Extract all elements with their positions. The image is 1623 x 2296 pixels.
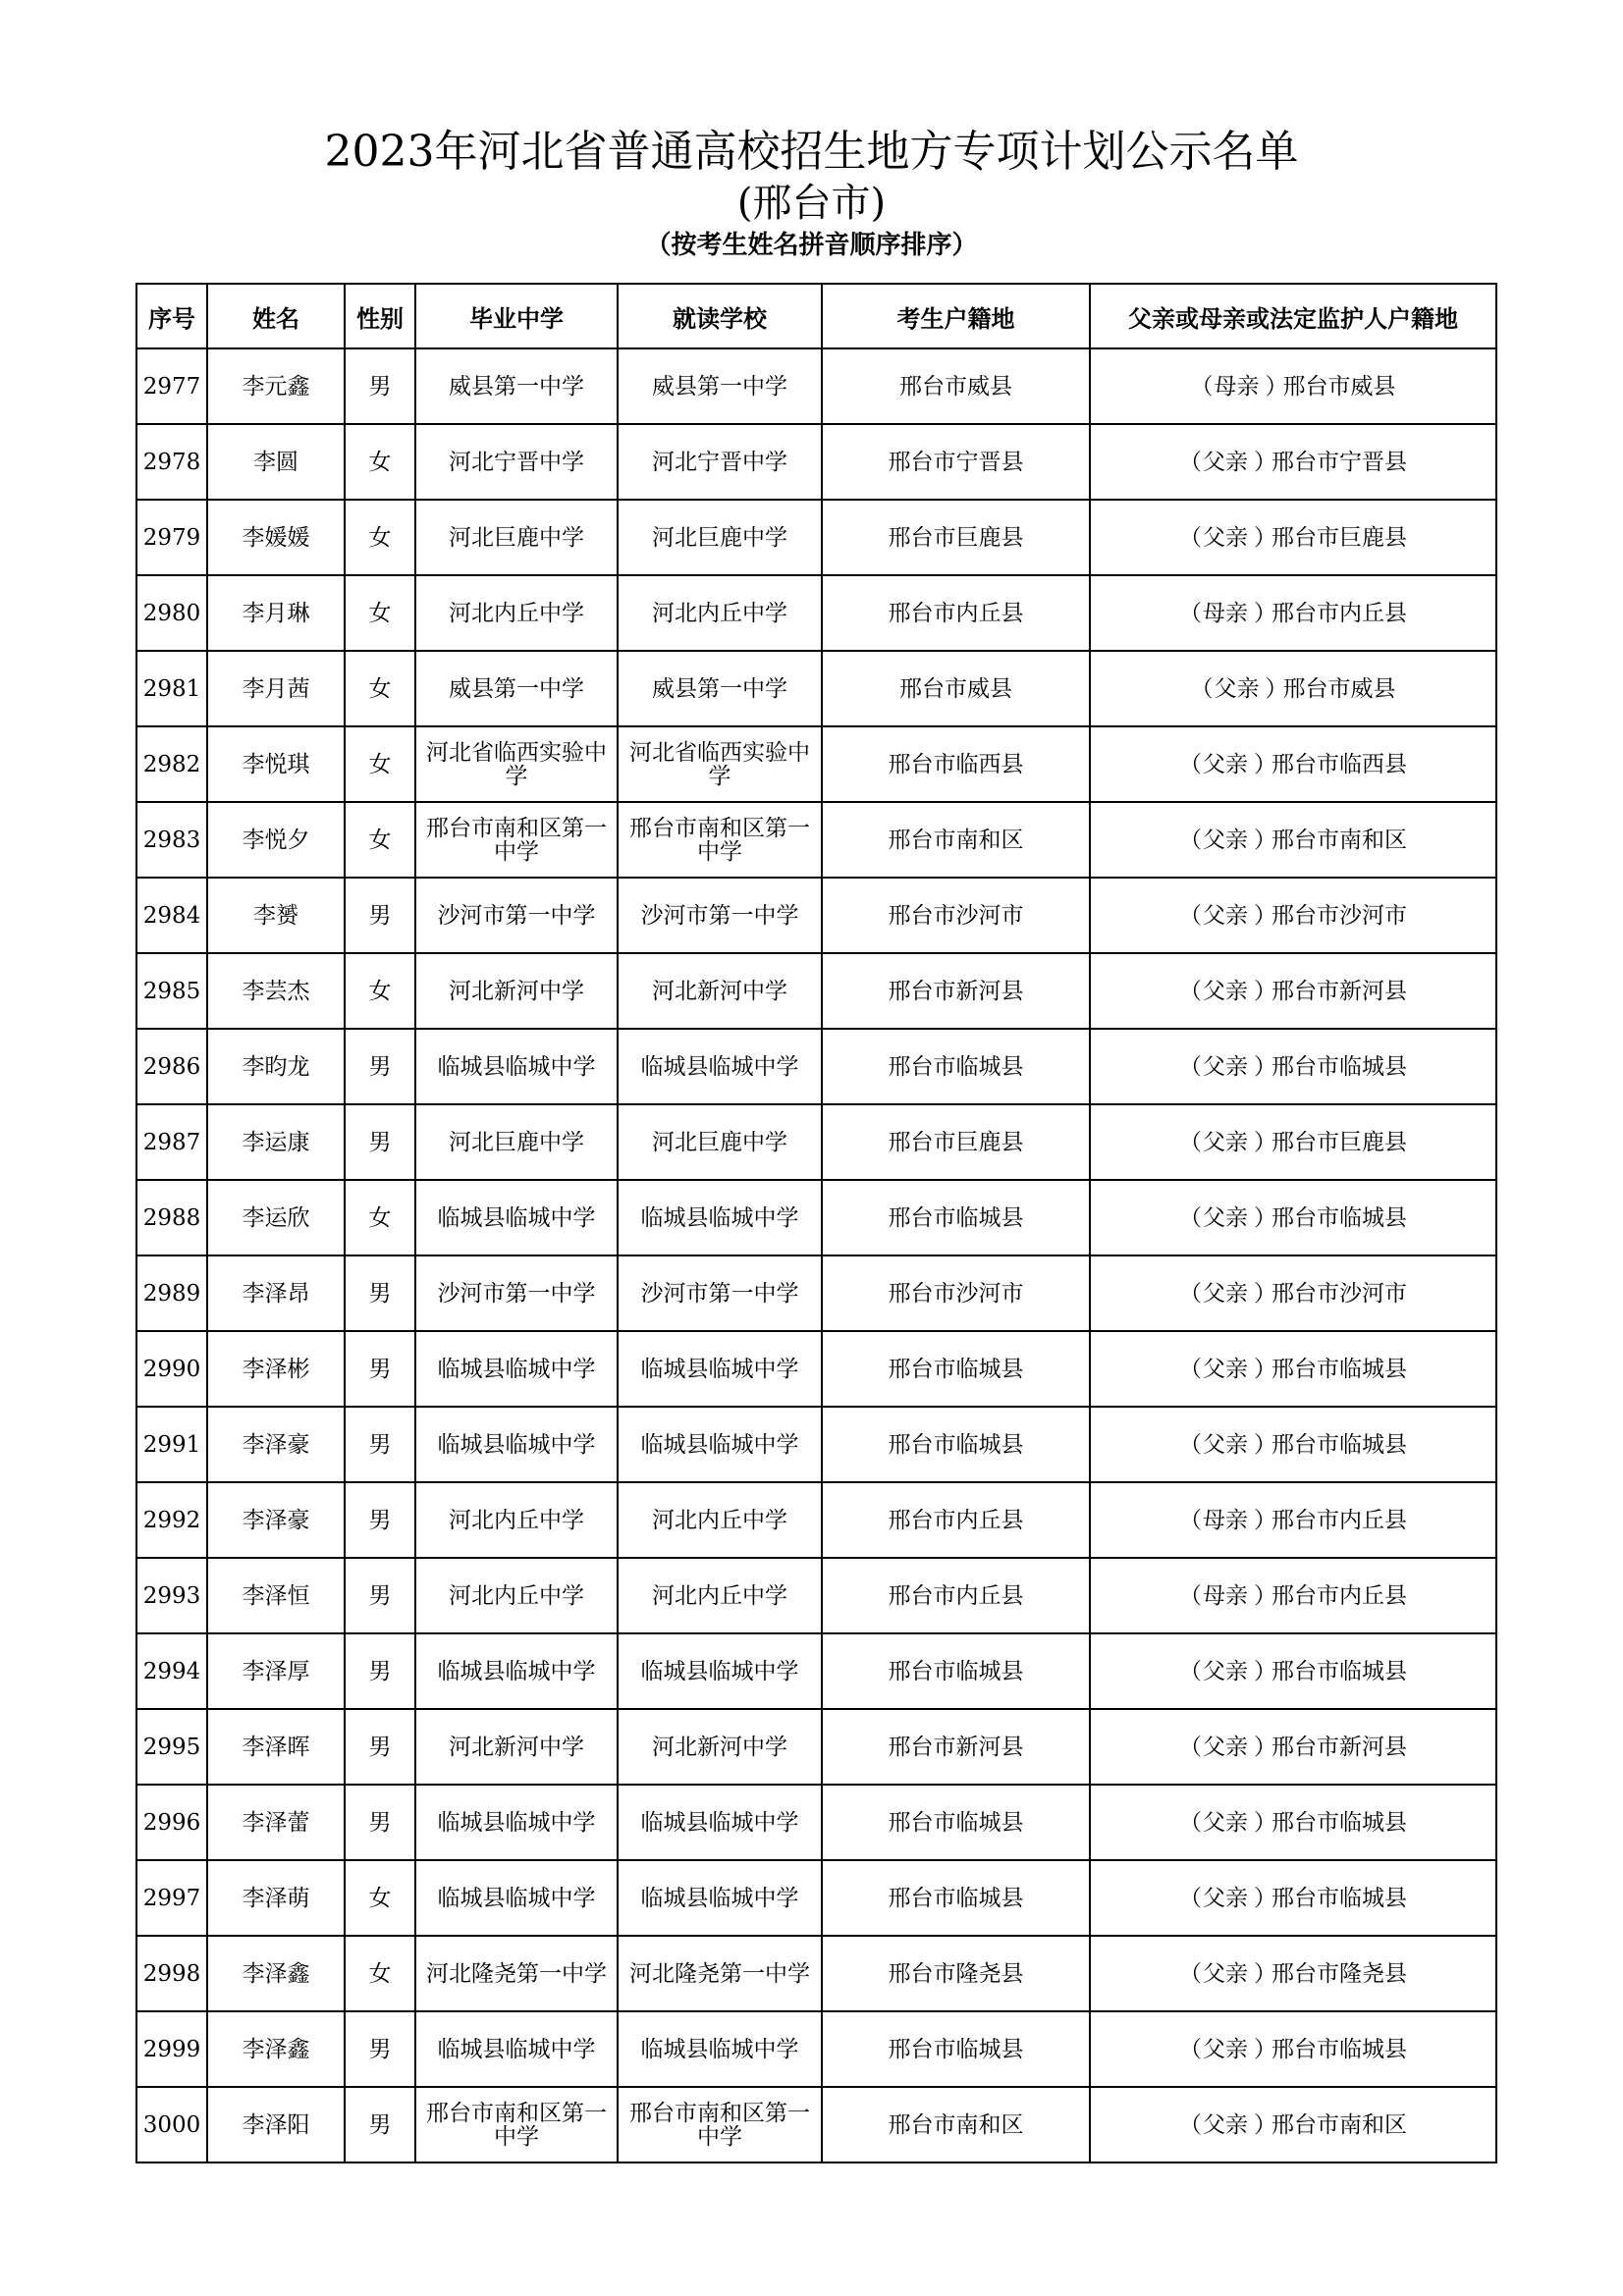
cell-residence: 邢台市内丘县 [822, 1482, 1090, 1558]
cell-seq: 2977 [136, 348, 207, 424]
cell-parent-residence: （父亲 ）邢台市临城县 [1090, 1860, 1496, 1936]
parent-residence: 邢台市南和区 [1271, 2111, 1407, 2138]
cell-seq: 2997 [136, 1860, 207, 1936]
cell-seq: 2989 [136, 1255, 207, 1331]
table-row [136, 1558, 1496, 1633]
cell-parent-residence: （父亲 ）邢台市南和区 [1090, 2087, 1496, 2163]
cell-residence: 邢台市临城县 [822, 1860, 1090, 1936]
cell-current-school: 临城县临城中学 [618, 1029, 822, 1104]
cell-grad-school: 河北巨鹿中学 [415, 500, 618, 575]
cell-current-school: 沙河市第一中学 [618, 878, 822, 953]
cell-gender: 男 [345, 1331, 415, 1407]
parent-relation: 父亲 [1203, 751, 1248, 777]
cell-seq: 2988 [136, 1180, 207, 1255]
table-row [136, 1407, 1496, 1482]
parent-residence: 邢台市临西县 [1271, 751, 1407, 777]
cell-current-school: 河北隆尧第一中学 [618, 1936, 822, 2011]
cell-grad-school: 临城县临城中学 [415, 1407, 618, 1482]
cell-name: 李赟 [207, 878, 345, 953]
cell-residence: 邢台市隆尧县 [822, 1936, 1090, 2011]
cell-parent-residence: （父亲 ）邢台市临城县 [1090, 1180, 1496, 1255]
cell-current-school: 威县第一中学 [618, 651, 822, 726]
cell-seq: 2990 [136, 1331, 207, 1407]
cell-current-school: 威县第一中学 [618, 348, 822, 424]
cell-name: 李元鑫 [207, 348, 345, 424]
cell-gender: 男 [345, 1255, 415, 1331]
cell-gender: 男 [345, 1709, 415, 1785]
cell-gender: 男 [345, 1558, 415, 1633]
parent-residence: 邢台市威县 [1282, 675, 1396, 702]
document-subtitle: (邢台市) [736, 181, 887, 226]
table-row [136, 1936, 1496, 2011]
cell-seq: 2992 [136, 1482, 207, 1558]
cell-grad-school: 河北新河中学 [415, 953, 618, 1029]
cell-residence: 邢台市临城县 [822, 1785, 1090, 1860]
cell-current-school: 河北内丘中学 [618, 575, 822, 651]
cell-seq: 2999 [136, 2011, 207, 2087]
cell-parent-residence: （父亲 ）邢台市临城县 [1090, 1785, 1496, 1860]
parent-residence: 邢台市宁晋县 [1271, 449, 1407, 475]
cell-current-school: 河北宁晋中学 [618, 424, 822, 500]
table-row [136, 1482, 1496, 1558]
parent-relation: 父亲 [1203, 1885, 1248, 1911]
cell-gender: 男 [345, 2087, 415, 2163]
cell-gender: 女 [345, 953, 415, 1029]
table-header-row [136, 284, 1496, 348]
cell-grad-school: 河北宁晋中学 [415, 424, 618, 500]
cell-residence: 邢台市临城县 [822, 1180, 1090, 1255]
cell-seq: 2981 [136, 651, 207, 726]
cell-residence: 邢台市巨鹿县 [822, 1104, 1090, 1180]
cell-residence: 邢台市威县 [822, 651, 1090, 726]
cell-parent-residence: （母亲 ）邢台市威县 [1090, 348, 1496, 424]
cell-current-school: 河北新河中学 [618, 953, 822, 1029]
cell-residence: 邢台市宁晋县 [822, 424, 1090, 500]
parent-relation: 父亲 [1203, 1431, 1248, 1458]
column-header-grad-school: 毕业中学 [415, 284, 618, 348]
parent-residence: 邢台市临城县 [1271, 1658, 1407, 1684]
parent-relation: 父亲 [1203, 1204, 1248, 1231]
cell-seq: 2991 [136, 1407, 207, 1482]
parent-relation: 母亲 [1203, 1507, 1248, 1533]
parent-relation: 母亲 [1203, 1582, 1248, 1609]
cell-current-school: 临城县临城中学 [618, 1633, 822, 1709]
parent-residence: 邢台市新河县 [1271, 1734, 1407, 1760]
cell-name: 李月茜 [207, 651, 345, 726]
cell-residence: 邢台市新河县 [822, 953, 1090, 1029]
parent-relation: 父亲 [1214, 675, 1260, 702]
cell-grad-school: 河北内丘中学 [415, 1558, 618, 1633]
cell-name: 李泽阳 [207, 2087, 345, 2163]
table-row [136, 575, 1496, 651]
parent-residence: 邢台市临城县 [1271, 1053, 1407, 1080]
parent-relation: 父亲 [1203, 1960, 1248, 1987]
column-header-seq: 序号 [136, 284, 207, 348]
cell-name: 李悦夕 [207, 802, 345, 878]
cell-parent-residence: （父亲 ）邢台市沙河市 [1090, 878, 1496, 953]
cell-grad-school: 临城县临城中学 [415, 1633, 618, 1709]
column-header-current-school: 就读学校 [618, 284, 822, 348]
cell-gender: 男 [345, 1104, 415, 1180]
table-row [136, 1331, 1496, 1407]
parent-residence: 邢台市沙河市 [1271, 1280, 1407, 1307]
parent-residence: 邢台市巨鹿县 [1271, 524, 1407, 551]
cell-parent-residence: （母亲 ）邢台市内丘县 [1090, 1482, 1496, 1558]
table-row [136, 1633, 1496, 1709]
cell-residence: 邢台市临城县 [822, 1633, 1090, 1709]
cell-name: 李泽鑫 [207, 2011, 345, 2087]
cell-gender: 男 [345, 1029, 415, 1104]
cell-seq: 2985 [136, 953, 207, 1029]
cell-name: 李运康 [207, 1104, 345, 1180]
cell-current-school: 临城县临城中学 [618, 1860, 822, 1936]
cell-name: 李泽豪 [207, 1482, 345, 1558]
column-header-gender: 性别 [345, 284, 415, 348]
table-row [136, 1860, 1496, 1936]
cell-grad-school: 邢台市南和区第一中学 [415, 2087, 618, 2163]
parent-residence: 邢台市内丘县 [1271, 1507, 1407, 1533]
cell-gender: 女 [345, 1860, 415, 1936]
cell-parent-residence: （父亲 ）邢台市临城县 [1090, 2011, 1496, 2087]
cell-parent-residence: （父亲 ）邢台市隆尧县 [1090, 1936, 1496, 2011]
cell-seq: 2979 [136, 500, 207, 575]
cell-grad-school: 临城县临城中学 [415, 1029, 618, 1104]
cell-gender: 男 [345, 348, 415, 424]
parent-residence: 邢台市临城县 [1271, 1431, 1407, 1458]
cell-seq: 2994 [136, 1633, 207, 1709]
parent-residence: 邢台市新河县 [1271, 978, 1407, 1004]
cell-name: 李悦琪 [207, 726, 345, 802]
cell-residence: 邢台市临城县 [822, 1331, 1090, 1407]
cell-current-school: 沙河市第一中学 [618, 1255, 822, 1331]
cell-gender: 男 [345, 1633, 415, 1709]
cell-grad-school: 临城县临城中学 [415, 2011, 618, 2087]
cell-grad-school: 河北巨鹿中学 [415, 1104, 618, 1180]
parent-relation: 父亲 [1203, 978, 1248, 1004]
table-row [136, 1180, 1496, 1255]
parent-residence: 邢台市临城县 [1271, 2036, 1407, 2062]
column-header-name: 姓名 [207, 284, 345, 348]
cell-current-school: 邢台市南和区第一中学 [618, 802, 822, 878]
cell-seq: 2983 [136, 802, 207, 878]
cell-current-school: 河北省临西实验中学 [618, 726, 822, 802]
parent-relation: 父亲 [1203, 902, 1248, 929]
cell-seq: 2978 [136, 424, 207, 500]
cell-grad-school: 河北内丘中学 [415, 575, 618, 651]
cell-parent-residence: （母亲 ）邢台市内丘县 [1090, 575, 1496, 651]
cell-name: 李媛媛 [207, 500, 345, 575]
cell-gender: 女 [345, 424, 415, 500]
cell-parent-residence: （父亲 ）邢台市临城县 [1090, 1407, 1496, 1482]
cell-seq: 2984 [136, 878, 207, 953]
cell-gender: 女 [345, 651, 415, 726]
cell-parent-residence: （父亲 ）邢台市巨鹿县 [1090, 1104, 1496, 1180]
cell-residence: 邢台市沙河市 [822, 1255, 1090, 1331]
cell-residence: 邢台市临城县 [822, 2011, 1090, 2087]
column-header-parent-residence: 父亲或母亲或法定监护人户籍地 [1090, 284, 1496, 348]
cell-grad-school: 河北新河中学 [415, 1709, 618, 1785]
cell-seq: 2987 [136, 1104, 207, 1180]
cell-seq: 3000 [136, 2087, 207, 2163]
cell-gender: 女 [345, 1180, 415, 1255]
cell-seq: 2995 [136, 1709, 207, 1785]
cell-current-school: 临城县临城中学 [618, 1785, 822, 1860]
cell-residence: 邢台市巨鹿县 [822, 500, 1090, 575]
cell-residence: 邢台市内丘县 [822, 1558, 1090, 1633]
table-row [136, 802, 1496, 878]
table-row [136, 2087, 1496, 2163]
cell-gender: 女 [345, 802, 415, 878]
parent-relation: 父亲 [1203, 827, 1248, 853]
table-row [136, 1029, 1496, 1104]
table-row [136, 878, 1496, 953]
cell-parent-residence: （父亲 ）邢台市临西县 [1090, 726, 1496, 802]
cell-current-school: 河北内丘中学 [618, 1558, 822, 1633]
cell-gender: 男 [345, 1785, 415, 1860]
parent-relation: 父亲 [1203, 2111, 1248, 2138]
cell-seq: 2993 [136, 1558, 207, 1633]
cell-seq: 2980 [136, 575, 207, 651]
parent-relation: 母亲 [1203, 600, 1248, 626]
cell-name: 李月琳 [207, 575, 345, 651]
cell-residence: 邢台市南和区 [822, 802, 1090, 878]
table-row [136, 953, 1496, 1029]
table-row [136, 348, 1496, 424]
cell-gender: 男 [345, 2011, 415, 2087]
cell-gender: 男 [345, 1482, 415, 1558]
table-row [136, 424, 1496, 500]
cell-gender: 男 [345, 878, 415, 953]
parent-residence: 邢台市南和区 [1271, 827, 1407, 853]
table-row [136, 651, 1496, 726]
parent-residence: 邢台市临城县 [1271, 1809, 1407, 1836]
cell-current-school: 临城县临城中学 [618, 1407, 822, 1482]
cell-name: 李泽鑫 [207, 1936, 345, 2011]
cell-name: 李昀龙 [207, 1029, 345, 1104]
cell-name: 李泽恒 [207, 1558, 345, 1633]
cell-seq: 2982 [136, 726, 207, 802]
sort-note: （按考生姓名拼音顺序排序） [645, 231, 978, 260]
parent-relation: 父亲 [1203, 1129, 1248, 1155]
table-row [136, 726, 1496, 802]
parent-residence: 邢台市内丘县 [1271, 600, 1407, 626]
cell-residence: 邢台市沙河市 [822, 878, 1090, 953]
parent-residence: 邢台市威县 [1282, 373, 1396, 400]
cell-name: 李泽豪 [207, 1407, 345, 1482]
cell-grad-school: 临城县临城中学 [415, 1180, 618, 1255]
cell-grad-school: 河北隆尧第一中学 [415, 1936, 618, 2011]
cell-parent-residence: （父亲 ）邢台市临城县 [1090, 1331, 1496, 1407]
cell-name: 李泽昂 [207, 1255, 345, 1331]
table-row [136, 1709, 1496, 1785]
cell-parent-residence: （父亲 ）邢台市新河县 [1090, 953, 1496, 1029]
cell-name: 李圆 [207, 424, 345, 500]
table-row [136, 1104, 1496, 1180]
table-body [136, 348, 1496, 2163]
cell-parent-residence: （父亲 ）邢台市巨鹿县 [1090, 500, 1496, 575]
parent-relation: 父亲 [1203, 1658, 1248, 1684]
parent-residence: 邢台市内丘县 [1271, 1582, 1407, 1609]
parent-residence: 邢台市临城县 [1271, 1356, 1407, 1382]
parent-residence: 邢台市临城县 [1271, 1885, 1407, 1911]
cell-name: 李泽厚 [207, 1633, 345, 1709]
cell-name: 李泽萌 [207, 1860, 345, 1936]
parent-residence: 邢台市巨鹿县 [1271, 1129, 1407, 1155]
cell-gender: 女 [345, 500, 415, 575]
cell-grad-school: 邢台市南和区第一中学 [415, 802, 618, 878]
parent-relation: 母亲 [1214, 373, 1260, 400]
cell-residence: 邢台市威县 [822, 348, 1090, 424]
cell-parent-residence: （父亲 ）邢台市宁晋县 [1090, 424, 1496, 500]
cell-name: 李泽彬 [207, 1331, 345, 1407]
cell-seq: 2986 [136, 1029, 207, 1104]
cell-current-school: 河北巨鹿中学 [618, 1104, 822, 1180]
parent-relation: 父亲 [1203, 524, 1248, 551]
cell-parent-residence: （母亲 ）邢台市内丘县 [1090, 1558, 1496, 1633]
cell-grad-school: 临城县临城中学 [415, 1860, 618, 1936]
cell-residence: 邢台市南和区 [822, 2087, 1090, 2163]
cell-grad-school: 沙河市第一中学 [415, 878, 618, 953]
parent-residence: 邢台市隆尧县 [1271, 1960, 1407, 1987]
cell-gender: 女 [345, 726, 415, 802]
parent-relation: 父亲 [1203, 1280, 1248, 1307]
cell-current-school: 临城县临城中学 [618, 2011, 822, 2087]
parent-relation: 父亲 [1203, 1734, 1248, 1760]
parent-relation: 父亲 [1203, 1356, 1248, 1382]
cell-gender: 女 [345, 575, 415, 651]
cell-current-school: 邢台市南和区第一中学 [618, 2087, 822, 2163]
cell-gender: 女 [345, 1936, 415, 2011]
parent-relation: 父亲 [1203, 2036, 1248, 2062]
parent-relation: 父亲 [1203, 1053, 1248, 1080]
parent-residence: 邢台市临城县 [1271, 1204, 1407, 1231]
cell-parent-residence: （父亲 ）邢台市临城县 [1090, 1029, 1496, 1104]
table-row [136, 500, 1496, 575]
cell-current-school: 临城县临城中学 [618, 1331, 822, 1407]
cell-current-school: 河北新河中学 [618, 1709, 822, 1785]
cell-name: 李泽晖 [207, 1709, 345, 1785]
cell-name: 李运欣 [207, 1180, 345, 1255]
cell-parent-residence: （父亲 ）邢台市临城县 [1090, 1633, 1496, 1709]
cell-seq: 2998 [136, 1936, 207, 2011]
cell-grad-school: 临城县临城中学 [415, 1331, 618, 1407]
cell-current-school: 河北巨鹿中学 [618, 500, 822, 575]
document-title: 2023年河北省普通高校招生地方专项计划公示名单 [324, 127, 1299, 177]
cell-name: 李芸杰 [207, 953, 345, 1029]
cell-grad-school: 沙河市第一中学 [415, 1255, 618, 1331]
cell-grad-school: 河北省临西实验中学 [415, 726, 618, 802]
cell-grad-school: 河北内丘中学 [415, 1482, 618, 1558]
cell-parent-residence: （父亲 ）邢台市南和区 [1090, 802, 1496, 878]
cell-current-school: 河北内丘中学 [618, 1482, 822, 1558]
cell-grad-school: 临城县临城中学 [415, 1785, 618, 1860]
cell-grad-school: 威县第一中学 [415, 348, 618, 424]
cell-residence: 邢台市内丘县 [822, 575, 1090, 651]
parent-relation: 父亲 [1203, 1809, 1248, 1836]
cell-seq: 2996 [136, 1785, 207, 1860]
cell-gender: 男 [345, 1407, 415, 1482]
table-row [136, 1785, 1496, 1860]
cell-name: 李泽蕾 [207, 1785, 345, 1860]
table-row [136, 2011, 1496, 2087]
cell-grad-school: 威县第一中学 [415, 651, 618, 726]
column-header-residence: 考生户籍地 [822, 284, 1090, 348]
cell-residence: 邢台市临城县 [822, 1029, 1090, 1104]
table-row [136, 1255, 1496, 1331]
cell-residence: 邢台市临西县 [822, 726, 1090, 802]
parent-relation: 父亲 [1203, 449, 1248, 475]
parent-residence: 邢台市沙河市 [1271, 902, 1407, 929]
roster-table [135, 283, 1497, 2163]
cell-residence: 邢台市新河县 [822, 1709, 1090, 1785]
cell-residence: 邢台市临城县 [822, 1407, 1090, 1482]
cell-current-school: 临城县临城中学 [618, 1180, 822, 1255]
cell-parent-residence: （父亲 ）邢台市新河县 [1090, 1709, 1496, 1785]
cell-parent-residence: （父亲 ）邢台市沙河市 [1090, 1255, 1496, 1331]
cell-parent-residence: （父亲 ）邢台市威县 [1090, 651, 1496, 726]
